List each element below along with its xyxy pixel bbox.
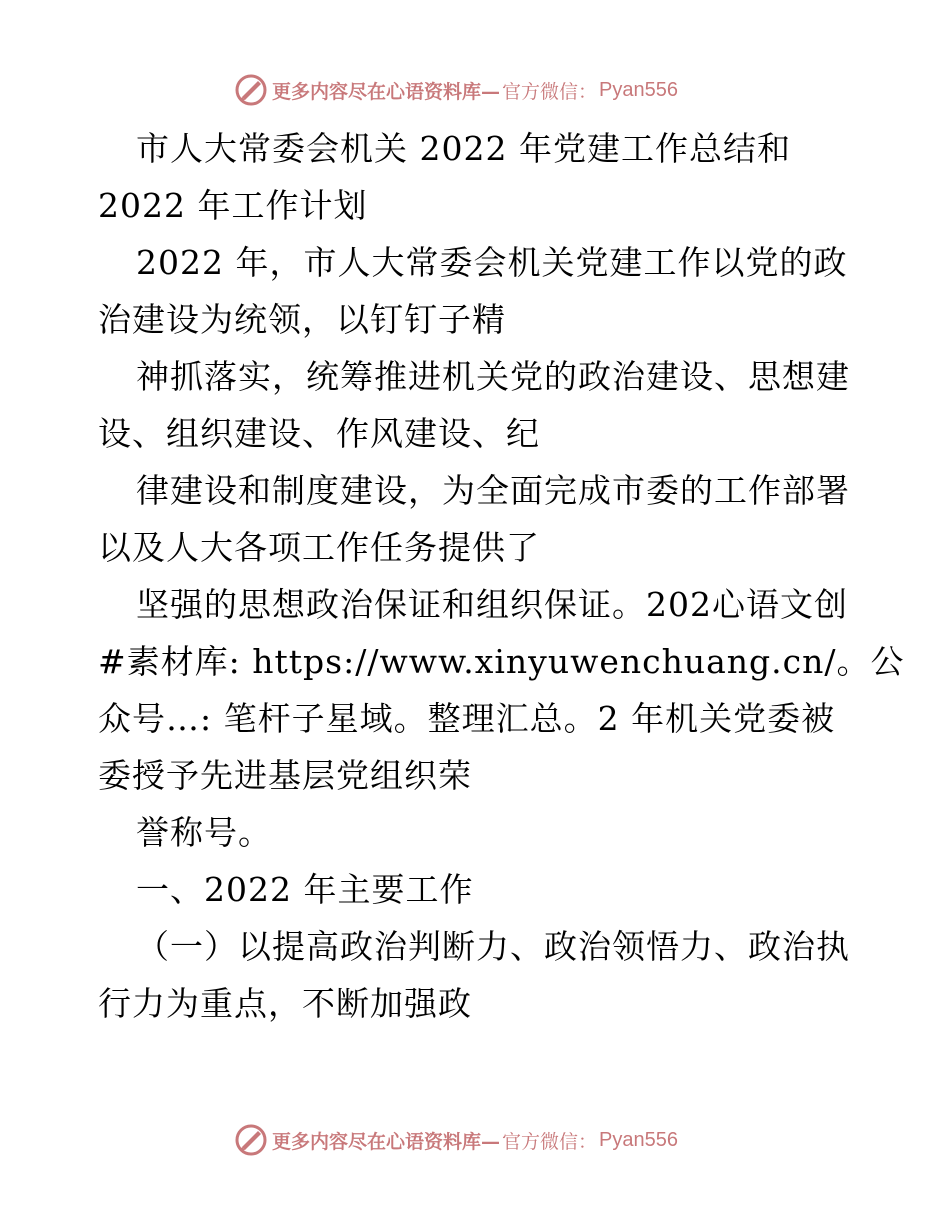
text-line: 2022 年工作计划 bbox=[98, 186, 368, 225]
section-heading: 一、2022 年主要工作 bbox=[136, 870, 474, 909]
watermark-wechat-id: Pyan556 bbox=[599, 1128, 678, 1151]
text-line: 委授予先进基层党组织荣 bbox=[98, 756, 472, 795]
text-line: 众号…: 笔杆子星域。整理汇总。2 年机关党委被 bbox=[98, 699, 836, 738]
pen-logo-icon bbox=[234, 1123, 268, 1157]
text-line: （一）以提高政治判断力、政治领悟力、政治执 bbox=[136, 927, 850, 966]
watermark-wechat-label: 官方微信： bbox=[502, 1130, 598, 1153]
watermark-text: 更多内容尽在心语资料库— bbox=[272, 1130, 501, 1153]
text-line: 2022 年，市人大常委会机关党建工作以党的政 bbox=[136, 243, 848, 282]
watermark-wechat-label: 官方微信： bbox=[502, 80, 598, 103]
text-line: 行力为重点，不断加强政 bbox=[98, 984, 472, 1023]
text-line: 以及人大各项工作任务提供了 bbox=[98, 528, 540, 567]
text-line: 治建设为统领，以钉钉子精 bbox=[98, 300, 506, 339]
text-line: 律建设和制度建设，为全面完成市委的工作部署 bbox=[136, 471, 850, 510]
text-line: 神抓落实，统筹推进机关党的政治建设、思想建 bbox=[136, 357, 850, 396]
watermark-wechat-id: Pyan556 bbox=[599, 78, 678, 101]
text-line: #素材库: https://www.xinyuwenchuang.cn/。公 bbox=[98, 642, 905, 681]
document-body bbox=[98, 120, 905, 1032]
watermark-banner-bottom bbox=[234, 1122, 754, 1158]
text-line: 设、组织建设、作风建设、纪 bbox=[98, 414, 540, 453]
text-line: 誉称号。 bbox=[136, 813, 272, 852]
watermark-text: 更多内容尽在心语资料库— bbox=[272, 80, 501, 103]
text-line: 市人大常委会机关 2022 年党建工作总结和 bbox=[136, 129, 791, 168]
pen-logo-icon bbox=[234, 73, 268, 107]
watermark-banner-top bbox=[234, 72, 754, 108]
text-line: 坚强的思想政治保证和组织保证。202心语文创 bbox=[136, 585, 848, 624]
